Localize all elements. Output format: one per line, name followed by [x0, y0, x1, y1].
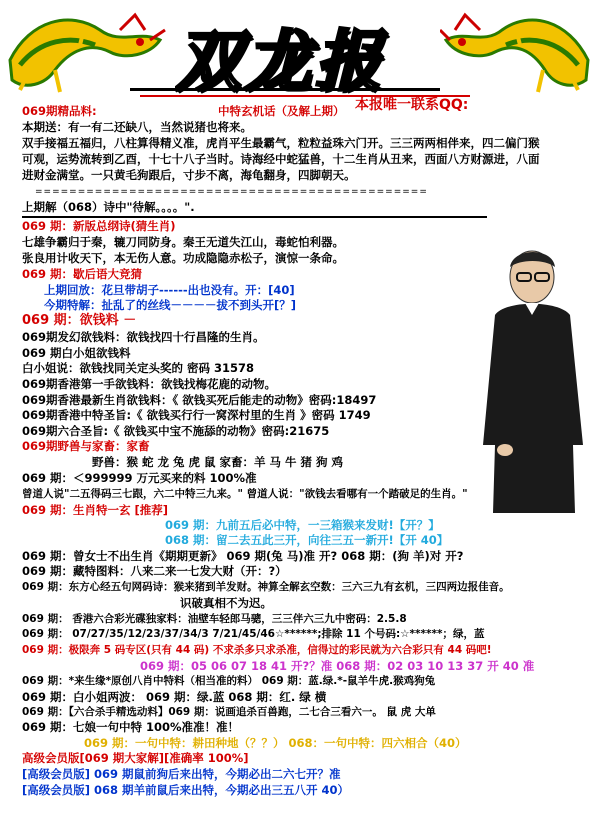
man-portrait-image: [475, 245, 590, 515]
text-line: 今期特解：扯乱了的丝线－－－－拔不到头开[？]: [44, 298, 297, 312]
divider: [22, 216, 487, 218]
text-line: 068 期：留二去五此三开，向往三五一新开!【开 40】: [165, 533, 449, 547]
text-line: 069 期：新版总纲诗(猜生肖): [22, 219, 176, 233]
text-line: 069 期：七娘一句中特 100%准准！准！: [22, 720, 240, 734]
text-line: [高级会员版] 068 期羊前鼠后来出特，今期必出三五八开 40）: [22, 783, 350, 797]
text-line: 069 期：欲钱料 －: [22, 313, 137, 328]
text-line: 野兽：猴 蛇 龙 兔 虎 鼠 家畜：羊 马 牛 猪 狗 鸡: [92, 455, 344, 469]
text-line: 上期解（068）诗中"待解。。。。".: [22, 200, 195, 214]
text-line: 069期香港最新生肖欲钱料：《 欲钱买死后能走的动物》密码:18497: [22, 393, 377, 407]
text-line: 069 期：歇后语大竞猜: [22, 267, 143, 281]
text-line: 069 期：05 06 07 18 41 开?？准 068 期：02 03 10 13 37 开 40 准: [140, 659, 535, 673]
text-line: 069 期：白小姐两波： 069 期：绿.蓝 068 期：红. 绿 横: [22, 690, 327, 704]
text-line: 上期回放：花旦带胡子------出也没有。开：[40]: [44, 283, 295, 297]
text-line: 七雄争霸归于秦，辘刀同防身。秦王无道失江山，毒蛇怕利器。: [22, 235, 344, 249]
text-line: 双手接福五福归，八柱算得精义准，虎肖平生最霸气，粒粒益珠六门开。三三两两相伴来，四二偏门猴: [22, 136, 540, 150]
text-line: 069 期：曾女士不出生肖《期期更新》 069 期(兔 马)准 开? 068 期：(狗 羊)对 开?: [22, 549, 464, 563]
text-line: 069 期：极限奔 5 码专区(只有 44 码) 不求杀多只求杀准，信得过的彩民就为六合彩只有 44 码吧!: [22, 644, 492, 656]
title-underline: [130, 88, 440, 91]
text-line: 069 期： 07/27/35/12/23/37/34/3 7/21/45/46☆******;排除 11 个号码:☆******；绿，蓝: [22, 628, 485, 640]
right-dragon-icon: [440, 0, 598, 100]
left-dragon-icon: [0, 0, 170, 100]
text-line: 张良用计收天下，本无伤人意。功成隐隐赤松子，演惊一条命。: [22, 251, 344, 265]
text-line: 069 期：藏特图料：八来二来一七发大财（开：?）: [22, 564, 287, 578]
divider-line: ==============================================: [35, 187, 428, 197]
text-line: 069期野兽与家畜：家畜: [22, 439, 150, 453]
text-line: 069期发幻欲钱料：欲钱找四十行昌隆的生肖。: [22, 330, 265, 344]
text-line: 069 期：东方心经五句网码诗：猴来猪到羊发财。神算全解玄空数：三六三九有玄机，三四两边报佳音。: [22, 581, 510, 593]
contact-line: 本报唯一联系QQ:: [355, 97, 469, 113]
text-line: 069 期：＜999999 万元买来的料 100%准: [22, 471, 257, 485]
text-line: 069期香港第一手欲钱料：欲钱找梅花鹿的动物。: [22, 377, 277, 391]
text-line: 069 期：【六合杀手精选动料】069 期：说画追杀百兽跑，二七合三看六一。 鼠 虎 大单: [22, 706, 436, 718]
text-line: 069期六合圣旨:《 欲钱买中宝不施舔的动物》密码:21675: [22, 424, 330, 438]
text-line: 069 期：生肖特一玄 [推荐]: [22, 503, 169, 517]
text-line: 069 期白小姐欲钱料: [22, 346, 131, 360]
text-line: 069 期：*来生缘*原创八肖中特料（相当准的料） 069 期：蓝.绿.*-鼠羊牛虎.猴鸡狗兔: [22, 675, 436, 687]
text-line: 进财金满堂。一只黄毛狗跟后，寸步不离，海龟翻身，四脚朝天。: [22, 168, 356, 182]
text-line: 本期送：有一有二还缺八，当然说猪也将来。: [22, 120, 252, 134]
text-line: 069 期：一句中特：耕田种地（？？） 068：一句中特：四六相合（40）: [84, 736, 467, 750]
text-line: 白小姐说：欲钱找同关定头奖的 密码 31578: [22, 361, 255, 375]
text-line: 069期香港中特圣旨:《 欲钱买行行一窝深村里的生肖 》密码 1749: [22, 408, 371, 422]
text-line: 069 期：九前五后必中特，一三箱猴来发财!【开？】: [165, 518, 440, 532]
text-line: 高级会员版[069 期大家解][准确率 100%]: [22, 751, 249, 765]
text-line: 曾道人说"二五得码三七跟，六二中特三九来。" 曾道人说："欲钱去看哪有一个踏破足的生肖。": [22, 488, 468, 500]
page-title: 双龙报: [175, 22, 385, 100]
text-line: [高级会员版] 069 期鼠前狗后来出特，今期必出二六七开？准: [22, 767, 341, 781]
text-line: 069 期： 香港六合彩光碟独家料：油壁车轻郎马骢，三三伴六三九中密码：2.5.8: [22, 613, 407, 625]
text-line: 可观，运势流转到乙酉，十七十八子当时。诗海经中蛇猛兽，十二生肖从丑来，西面八方财源进，八面: [22, 152, 540, 166]
text-line: 识破真相不为迟。: [180, 596, 272, 610]
text-line: 069期精品料:: [22, 104, 97, 118]
text-line: 中特玄机话（及解上期）: [218, 104, 345, 118]
